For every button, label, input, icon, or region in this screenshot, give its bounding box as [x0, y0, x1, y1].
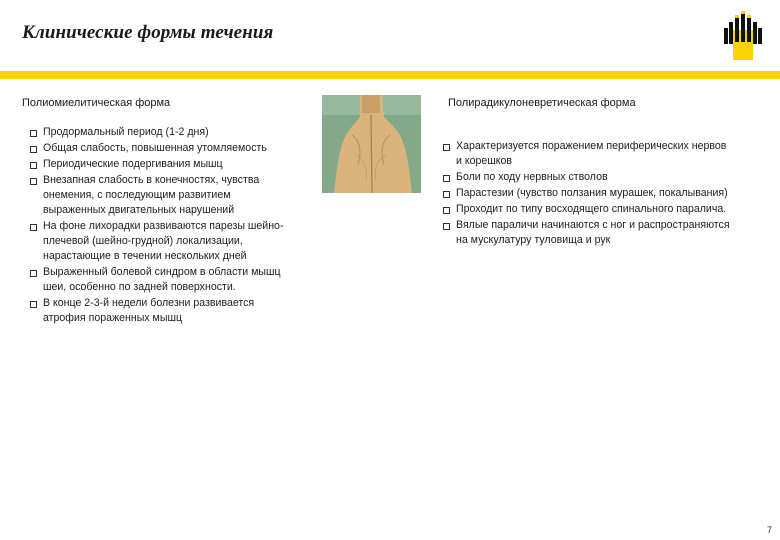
list-item: Периодические подергивания мышц — [30, 157, 295, 172]
bullet-square-icon — [30, 270, 37, 277]
bullet-square-icon — [443, 191, 450, 198]
list-item: Вялые параличи начинаются с ног и распространяются на мускулатуру туловища и рук — [443, 218, 735, 248]
bullet-square-icon — [30, 301, 37, 308]
right-column-title: Полирадикулоневретическая форма — [448, 97, 636, 109]
page-title: Клинические формы течения — [22, 22, 274, 43]
left-column-title: Полиомиелитическая форма — [22, 97, 171, 109]
bullet-square-icon — [30, 224, 37, 231]
bullet-square-icon — [443, 207, 450, 214]
patient-back-photo — [322, 95, 421, 193]
list-item: Общая слабость, повышенная утомляемость — [30, 141, 295, 156]
bullet-square-icon — [30, 178, 37, 185]
company-logo-icon — [722, 10, 764, 62]
right-bullet-list — [443, 139, 735, 249]
bullet-square-icon — [443, 223, 450, 230]
list-item: Парастезии (чувство ползания мурашек, покалывания) — [443, 186, 735, 201]
bullet-square-icon — [443, 175, 450, 182]
bullet-square-icon — [30, 162, 37, 169]
list-item: Продормальный период (1-2 дня) — [30, 125, 295, 140]
list-item: В конце 2-3-й недели болезни развивается атрофия пораженных мышц — [30, 296, 295, 326]
list-item: Боли по ходу нервных стволов — [443, 170, 735, 185]
list-item: Выраженный болевой синдром в области мышц шеи, особенно по задней поверхности. — [30, 265, 295, 295]
header-accent-bar — [0, 71, 780, 79]
list-item: Проходит по типу восходящего спинального паралича. — [443, 202, 735, 217]
list-item: Характеризуется поражением периферических нервов и корешков — [443, 139, 735, 169]
page-number: 7 — [767, 525, 773, 535]
bullet-square-icon — [443, 144, 450, 151]
bullet-square-icon — [30, 130, 37, 137]
list-item: Внезапная слабость в конечностях, чувства онемения, с последующим развитием выраженных двигательных нарушений — [30, 173, 295, 218]
bullet-square-icon — [30, 146, 37, 153]
list-item: На фоне лихорадки развиваются парезы шейно-плечевой (шейно-грудной) локализации, нарастающие в течении нескольких дней — [30, 219, 295, 264]
left-bullet-list — [30, 125, 295, 327]
